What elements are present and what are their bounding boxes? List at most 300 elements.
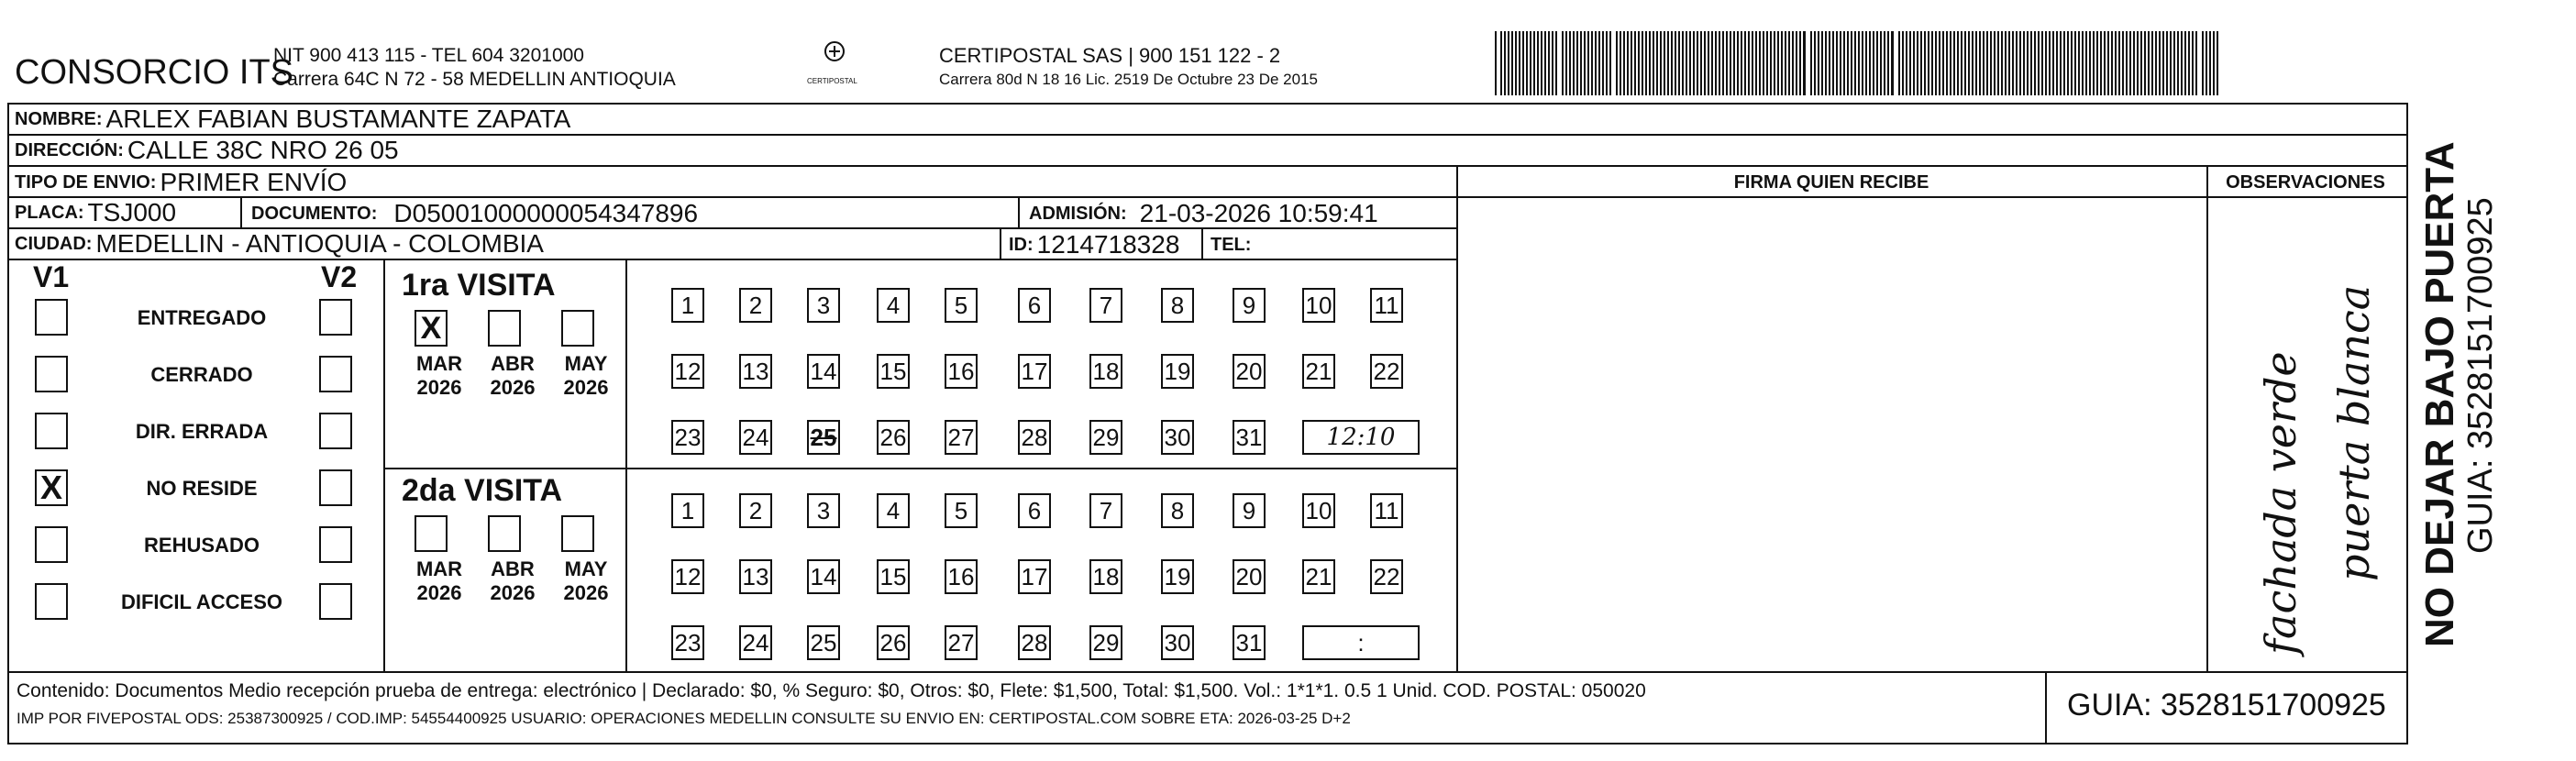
barcode-bar <box>1979 31 1981 95</box>
second-visit-day[interactable]: 6 <box>1018 493 1051 528</box>
first-visit-day[interactable]: 25 <box>807 420 840 455</box>
second-visit-day[interactable]: 18 <box>1089 559 1122 594</box>
barcode-bar <box>1792 31 1794 95</box>
direccion-value: CALLE 38C NRO 26 05 <box>127 136 399 164</box>
second-visit-day[interactable]: 31 <box>1233 625 1266 660</box>
first-visit-day[interactable]: 16 <box>945 354 978 389</box>
barcode-bar <box>1522 31 1524 95</box>
row-direccion <box>9 136 2406 167</box>
barcode-bar <box>1627 31 1629 95</box>
barcode-bar <box>2034 31 2036 95</box>
barcode-bar <box>2096 31 2098 95</box>
first-visit-day[interactable]: 21 <box>1302 354 1335 389</box>
v1-checkbox[interactable] <box>35 583 68 620</box>
side-warning: NO DEJAR BAJO PUERTA <box>2417 141 2462 647</box>
first-visit-day[interactable]: 28 <box>1018 420 1051 455</box>
barcode-bar <box>2012 31 2014 95</box>
barcode-bar <box>2045 31 2047 95</box>
second-visit-day[interactable]: 29 <box>1089 625 1122 660</box>
barcode-bar <box>1508 31 1509 95</box>
month-year: 2026 <box>416 376 462 399</box>
barcode-bar <box>1796 31 1797 95</box>
barcode-bar <box>2129 31 2131 95</box>
barcode-bar <box>1825 31 1827 95</box>
barcode-bar <box>1946 31 1948 95</box>
barcode-bar <box>1785 31 1786 95</box>
second-visit-day[interactable]: 22 <box>1370 559 1403 594</box>
barcode-bar <box>1832 31 1834 95</box>
barcode-bar <box>2074 31 2076 95</box>
barcode-bar <box>1737 31 1739 95</box>
v2-checkbox[interactable] <box>319 526 352 563</box>
barcode-bar <box>2089 31 2091 95</box>
second-visit-day[interactable]: 11 <box>1370 493 1403 528</box>
barcode-bar <box>1964 31 1966 95</box>
barcode-bar <box>1533 31 1535 95</box>
v1-header: V1 <box>33 260 70 293</box>
barcode-bar <box>1770 31 1772 95</box>
barcode-bar <box>1990 31 1992 95</box>
first-visit-day[interactable]: 26 <box>877 420 910 455</box>
barcode-bar <box>1858 31 1860 95</box>
barcode-bar <box>2148 31 2150 95</box>
barcode-bar <box>1891 31 1894 95</box>
barcode-bar <box>2008 31 2010 95</box>
v2-checkbox[interactable] <box>319 583 352 620</box>
second-visit-day[interactable]: 4 <box>877 493 910 528</box>
barcode-bar <box>1530 31 1531 95</box>
barcode-bar <box>1986 31 1988 95</box>
barcode-bar <box>2217 31 2218 95</box>
barcode-bar <box>1865 31 1867 95</box>
month-name: MAY <box>564 352 608 375</box>
first-visit-day[interactable]: 30 <box>1161 420 1194 455</box>
first-visit-day[interactable]: 9 <box>1233 288 1266 323</box>
observation-handwriting-b: puerta blanca <box>2329 284 2379 581</box>
barcode-bar <box>1920 31 1922 95</box>
company-name: CONSORCIO ITS <box>15 53 294 92</box>
barcode-bar <box>2177 31 2179 95</box>
barcode-bar <box>1741 31 1742 95</box>
first-visit-day[interactable]: 31 <box>1233 420 1266 455</box>
barcode-bar <box>1847 31 1849 95</box>
barcode-bar <box>1862 31 1863 95</box>
barcode-bar <box>1719 31 1720 95</box>
second-visit-day[interactable]: 1 <box>671 493 704 528</box>
barcode-bar <box>2085 31 2087 95</box>
first-visit-day[interactable]: 2 <box>739 288 772 323</box>
footer-line1: Contenido: Documentos Medio recepción prueba de entrega: electrónico | Declarado: $0, % Seguro: $0, Otros: $0, Flete: $1,500, Total: $1,500. Vol.: 1*1*1. 0.5 1 Unid. COD. POSTAL: 050020 <box>17 680 1646 701</box>
nombre-value: ARLEX FABIAN BUSTAMANTE ZAPATA <box>105 105 571 133</box>
firma-header: FIRMA QUIEN RECIBE <box>1733 171 1929 193</box>
barcode-bar <box>1711 31 1713 95</box>
barcode-bar <box>2005 31 2007 95</box>
barcode-bar <box>2155 31 2157 95</box>
barcode-bar <box>2078 31 2080 95</box>
v1-checkbox[interactable]: X <box>35 469 68 506</box>
ciudad-value: MEDELLIN - ANTIOQUIA - COLOMBIA <box>95 229 544 258</box>
barcode-bar <box>2188 31 2190 95</box>
company-line2: Carrera 64C N 72 - 58 MEDELLIN ANTIOQUIA <box>273 69 676 90</box>
status-label: DIR. ERRADA <box>135 420 269 443</box>
barcode-bar <box>1689 31 1691 95</box>
barcode-bar <box>2071 31 2073 95</box>
first-visit-month-checkbox[interactable] <box>561 310 594 347</box>
first-visit-title: 1ra VISITA <box>402 268 556 303</box>
barcode-bar <box>2133 31 2135 95</box>
barcode-bar <box>2166 31 2168 95</box>
tipo-value: PRIMER ENVÍO <box>160 168 348 196</box>
v1-checkbox[interactable] <box>35 299 68 336</box>
barcode-bar <box>2041 31 2043 95</box>
barcode-bar <box>1906 31 1907 95</box>
barcode-bar <box>1537 31 1539 95</box>
v2-checkbox[interactable] <box>319 299 352 336</box>
barcode-bar <box>1902 31 1904 95</box>
barcode-bar <box>1555 31 1557 95</box>
barcode-bar <box>1788 31 1790 95</box>
v2-checkbox[interactable] <box>319 413 352 449</box>
barcode-bar <box>2170 31 2172 95</box>
barcode-bar <box>1898 31 1900 95</box>
barcode-bar <box>1843 31 1845 95</box>
first-visit-day[interactable]: 13 <box>739 354 772 389</box>
barcode-bar <box>1704 31 1706 95</box>
first-visit-day[interactable]: 3 <box>807 288 840 323</box>
barcode-bar <box>1602 31 1604 95</box>
barcode-bar <box>1876 31 1878 95</box>
v1-checkbox[interactable] <box>35 356 68 392</box>
barcode-bar <box>1917 31 1918 95</box>
ciudad-label: CIUDAD: <box>15 233 93 254</box>
second-visit-day[interactable]: 8 <box>1161 493 1194 528</box>
first-visit-month-checkbox[interactable] <box>488 310 521 347</box>
first-visit-day[interactable]: 24 <box>739 420 772 455</box>
barcode-bar <box>1726 31 1728 95</box>
v2-checkbox[interactable] <box>319 469 352 506</box>
second-visit-day[interactable]: 13 <box>739 559 772 594</box>
second-visit-day[interactable]: 24 <box>739 625 772 660</box>
v1-checkbox[interactable] <box>35 413 68 449</box>
barcode-bar <box>2001 31 2003 95</box>
month-name: MAR <box>415 557 463 580</box>
barcode-bar <box>2181 31 2183 95</box>
month-year: 2026 <box>563 376 609 399</box>
first-visit-day[interactable]: 29 <box>1089 420 1122 455</box>
barcode-bar <box>1730 31 1731 95</box>
barcode-bar <box>1766 31 1768 95</box>
month-year: 2026 <box>563 581 609 604</box>
second-visit-title: 2da VISITA <box>402 473 563 508</box>
barcode-bar <box>2027 31 2029 95</box>
barcode-bar <box>1504 31 1506 95</box>
second-visit-day[interactable]: 7 <box>1089 493 1122 528</box>
barcode-bar <box>2093 31 2095 95</box>
barcode-bar <box>2206 31 2207 95</box>
first-visit-day[interactable]: 5 <box>945 288 978 323</box>
barcode-bar <box>1697 31 1698 95</box>
barcode-bar <box>1526 31 1528 95</box>
barcode-bar <box>2111 31 2113 95</box>
barcode-bar <box>2023 31 2025 95</box>
barcode-bar <box>2063 31 2065 95</box>
placa-value: TSJ000 <box>87 198 177 226</box>
barcode-bar <box>2049 31 2051 95</box>
row-nombre <box>9 105 2406 136</box>
barcode-bar <box>2115 31 2117 95</box>
barcode-bar <box>1623 31 1625 95</box>
barcode-bar <box>1515 31 1517 95</box>
company-info <box>273 44 676 92</box>
barcode-bar <box>1598 31 1600 95</box>
carrier-line2: Carrera 80d N 18 16 Lic. 2519 De Octubre 23 De 2015 <box>939 71 1318 88</box>
direccion-label: DIRECCIÓN: <box>15 139 124 160</box>
barcode-bar <box>2144 31 2146 95</box>
v2-header: V2 <box>321 260 358 293</box>
first-visit-day[interactable]: 18 <box>1089 354 1122 389</box>
first-visit-day[interactable]: 19 <box>1161 354 1194 389</box>
barcode-bar <box>1950 31 1951 95</box>
second-visit-day[interactable]: 20 <box>1233 559 1266 594</box>
documento-value: D05001000000054347896 <box>393 199 699 227</box>
v2-checkbox[interactable] <box>319 356 352 392</box>
barcode-bar <box>1645 31 1647 95</box>
barcode-bar <box>1500 31 1502 95</box>
barcode-bar <box>1997 31 1999 95</box>
first-visit-day[interactable]: 8 <box>1161 288 1194 323</box>
status-label: REHUSADO <box>144 534 260 557</box>
admision-label: ADMISIÓN: <box>1029 203 1127 224</box>
month-year: 2026 <box>490 581 536 604</box>
barcode-bar <box>1693 31 1695 95</box>
v1-checkbox[interactable] <box>35 526 68 563</box>
barcode-bar <box>1653 31 1654 95</box>
barcode-bar <box>2104 31 2106 95</box>
barcode-bar <box>2173 31 2175 95</box>
barcode-bar <box>2195 31 2197 95</box>
barcode-bar <box>1682 31 1684 95</box>
barcode-bar <box>1884 31 1885 95</box>
first-visit-day[interactable]: 1 <box>671 288 704 323</box>
barcode-bar <box>1715 31 1717 95</box>
second-visit-day[interactable]: 19 <box>1161 559 1194 594</box>
status-label: NO RESIDE <box>146 477 258 500</box>
id-value: 1214718328 <box>1036 230 1180 259</box>
first-visit-month-label <box>554 352 618 400</box>
second-visit-day[interactable]: 25 <box>807 625 840 660</box>
first-visit-month-label <box>407 352 471 400</box>
tel-label: TEL: <box>1211 234 1252 255</box>
month-name: MAY <box>564 557 608 580</box>
barcode-bar <box>1631 31 1632 95</box>
second-visit-day[interactable]: 27 <box>945 625 978 660</box>
first-visit-day[interactable]: 4 <box>877 288 910 323</box>
second-visit-day[interactable]: 15 <box>877 559 910 594</box>
barcode-bar <box>1913 31 1915 95</box>
barcode-bar <box>1656 31 1658 95</box>
tel-field <box>1205 231 1255 259</box>
barcode-bar <box>2213 31 2215 95</box>
first-visit-day[interactable]: 10 <box>1302 288 1335 323</box>
first-visit-day[interactable]: 11 <box>1370 288 1403 323</box>
barcode-bar <box>1660 31 1662 95</box>
second-visit-day[interactable]: 3 <box>807 493 840 528</box>
barcode-bar <box>1887 31 1889 95</box>
first-visit-day[interactable]: 6 <box>1018 288 1051 323</box>
first-visit-day[interactable]: 23 <box>671 420 704 455</box>
second-visit-day[interactable]: 26 <box>877 625 910 660</box>
certipostal-logo <box>814 40 855 73</box>
second-visit-day[interactable]: 5 <box>945 493 978 528</box>
barcode-bar <box>1562 31 1564 95</box>
admision-value: 21-03-2026 10:59:41 <box>1139 199 1378 227</box>
barcode-bar <box>1744 31 1746 95</box>
carrier-info <box>939 44 1318 92</box>
admision-field <box>1023 200 1378 227</box>
barcode-bar <box>2052 31 2054 95</box>
first-visit-day[interactable]: 22 <box>1370 354 1403 389</box>
shipping-form <box>7 103 2408 744</box>
barcode-bar <box>1664 31 1665 95</box>
barcode-bar <box>2019 31 2021 95</box>
barcode-bar <box>2100 31 2102 95</box>
barcode-bar <box>2107 31 2109 95</box>
barcode-bar <box>1975 31 1977 95</box>
barcode-bar <box>1548 31 1550 95</box>
placa-label: PLACA: <box>15 202 84 223</box>
barcode-bar <box>1686 31 1687 95</box>
second-visit-day[interactable]: 14 <box>807 559 840 594</box>
barcode-bar <box>1671 31 1673 95</box>
barcode-bar <box>1606 31 1608 95</box>
barcode-bar <box>1818 31 1819 95</box>
barcode-bar <box>1519 31 1520 95</box>
barcode-bar <box>1642 31 1643 95</box>
barcode-bar <box>1829 31 1830 95</box>
barcode-bar <box>2126 31 2128 95</box>
barcode-bar <box>1584 31 1586 95</box>
barcode <box>1495 31 2228 95</box>
documento-field <box>246 200 698 227</box>
barcode-bar <box>1942 31 1944 95</box>
barcode-bar <box>2137 31 2139 95</box>
barcode-bar <box>1759 31 1761 95</box>
tipo-label: TIPO DE ENVIO: <box>15 171 157 193</box>
barcode-bar <box>2038 31 2040 95</box>
id-field <box>1003 231 1179 259</box>
month-name: MAR <box>415 352 463 375</box>
barcode-bar <box>1755 31 1757 95</box>
barcode-bar <box>1983 31 1985 95</box>
status-label: ENTREGADO <box>137 306 267 329</box>
second-visit-day[interactable]: 10 <box>1302 493 1335 528</box>
barcode-bar <box>1840 31 1841 95</box>
first-visit-time-field[interactable]: 12:10 <box>1302 420 1420 455</box>
barcode-bar <box>1733 31 1735 95</box>
second-visit-day[interactable]: 21 <box>1302 559 1335 594</box>
barcode-bar <box>2140 31 2142 95</box>
second-visit-month-label <box>481 557 545 605</box>
barcode-bar <box>1700 31 1702 95</box>
barcode-bar <box>1972 31 1973 95</box>
barcode-bar <box>1649 31 1651 95</box>
second-visit-day[interactable]: 12 <box>671 559 704 594</box>
second-visit-month-checkbox[interactable] <box>561 515 594 552</box>
barcode-bar <box>1939 31 1940 95</box>
second-visit-day[interactable]: 16 <box>945 559 978 594</box>
second-visit-month-checkbox[interactable] <box>415 515 448 552</box>
status-label: CERRADO <box>150 363 253 386</box>
barcode-bar <box>2159 31 2161 95</box>
barcode-bar <box>1609 31 1611 95</box>
first-visit-day[interactable]: 27 <box>945 420 978 455</box>
barcode-bar <box>1748 31 1750 95</box>
month-name: ABR <box>491 557 535 580</box>
second-visit-day[interactable]: 9 <box>1233 493 1266 528</box>
barcode-bar <box>1781 31 1783 95</box>
documento-label: DOCUMENTO: <box>251 203 378 224</box>
barcode-bar <box>1580 31 1582 95</box>
barcode-bar <box>1814 31 1816 95</box>
barcode-bar <box>2082 31 2084 95</box>
first-visit-day[interactable]: 17 <box>1018 354 1051 389</box>
barcode-bar <box>1678 31 1680 95</box>
barcode-bar <box>1634 31 1636 95</box>
barcode-bar <box>1810 31 1812 95</box>
second-visit-day[interactable]: 30 <box>1161 625 1194 660</box>
barcode-bar <box>1909 31 1911 95</box>
month-year: 2026 <box>416 581 462 604</box>
second-visit-day[interactable]: 28 <box>1018 625 1051 660</box>
barcode-bar <box>1961 31 1962 95</box>
second-visit-day[interactable]: 23 <box>671 625 704 660</box>
barcode-bar <box>1576 31 1578 95</box>
barcode-bar <box>1552 31 1553 95</box>
first-visit-day[interactable]: 7 <box>1089 288 1122 323</box>
barcode-bar <box>2192 31 2194 95</box>
second-visit-day[interactable]: 17 <box>1018 559 1051 594</box>
barcode-bar <box>2184 31 2186 95</box>
first-visit-day[interactable]: 15 <box>877 354 910 389</box>
barcode-bar <box>2202 31 2204 95</box>
second-visit-day[interactable]: 2 <box>739 493 772 528</box>
barcode-bar <box>2118 31 2120 95</box>
first-visit-day[interactable]: 14 <box>807 354 840 389</box>
carrier-line1: CERTIPOSTAL SAS | 900 151 122 - 2 <box>939 44 1281 67</box>
barcode-bar <box>1854 31 1856 95</box>
barcode-bar <box>1708 31 1709 95</box>
first-visit-day[interactable]: 12 <box>671 354 704 389</box>
second-visit-time-field[interactable]: : <box>1302 625 1420 660</box>
logo-text: CERTIPOSTAL <box>807 77 857 85</box>
observaciones-header: OBSERVACIONES <box>2226 171 2385 193</box>
barcode-bar <box>1495 31 1497 95</box>
barcode-bar <box>1880 31 1882 95</box>
first-visit-day[interactable]: 20 <box>1233 354 1266 389</box>
barcode-bar <box>1873 31 1874 95</box>
barcode-bar <box>1541 31 1542 95</box>
second-visit-month-checkbox[interactable] <box>488 515 521 552</box>
barcode-bar <box>2016 31 2018 95</box>
barcode-bar <box>1722 31 1724 95</box>
first-visit-month-checkbox[interactable]: X <box>415 310 448 347</box>
month-year: 2026 <box>490 376 536 399</box>
barcode-bar <box>1869 31 1871 95</box>
observation-handwriting-a: fachada verde <box>2256 351 2305 655</box>
barcode-bar <box>1752 31 1753 95</box>
barcode-bar <box>1511 31 1513 95</box>
barcode-bar <box>1851 31 1852 95</box>
